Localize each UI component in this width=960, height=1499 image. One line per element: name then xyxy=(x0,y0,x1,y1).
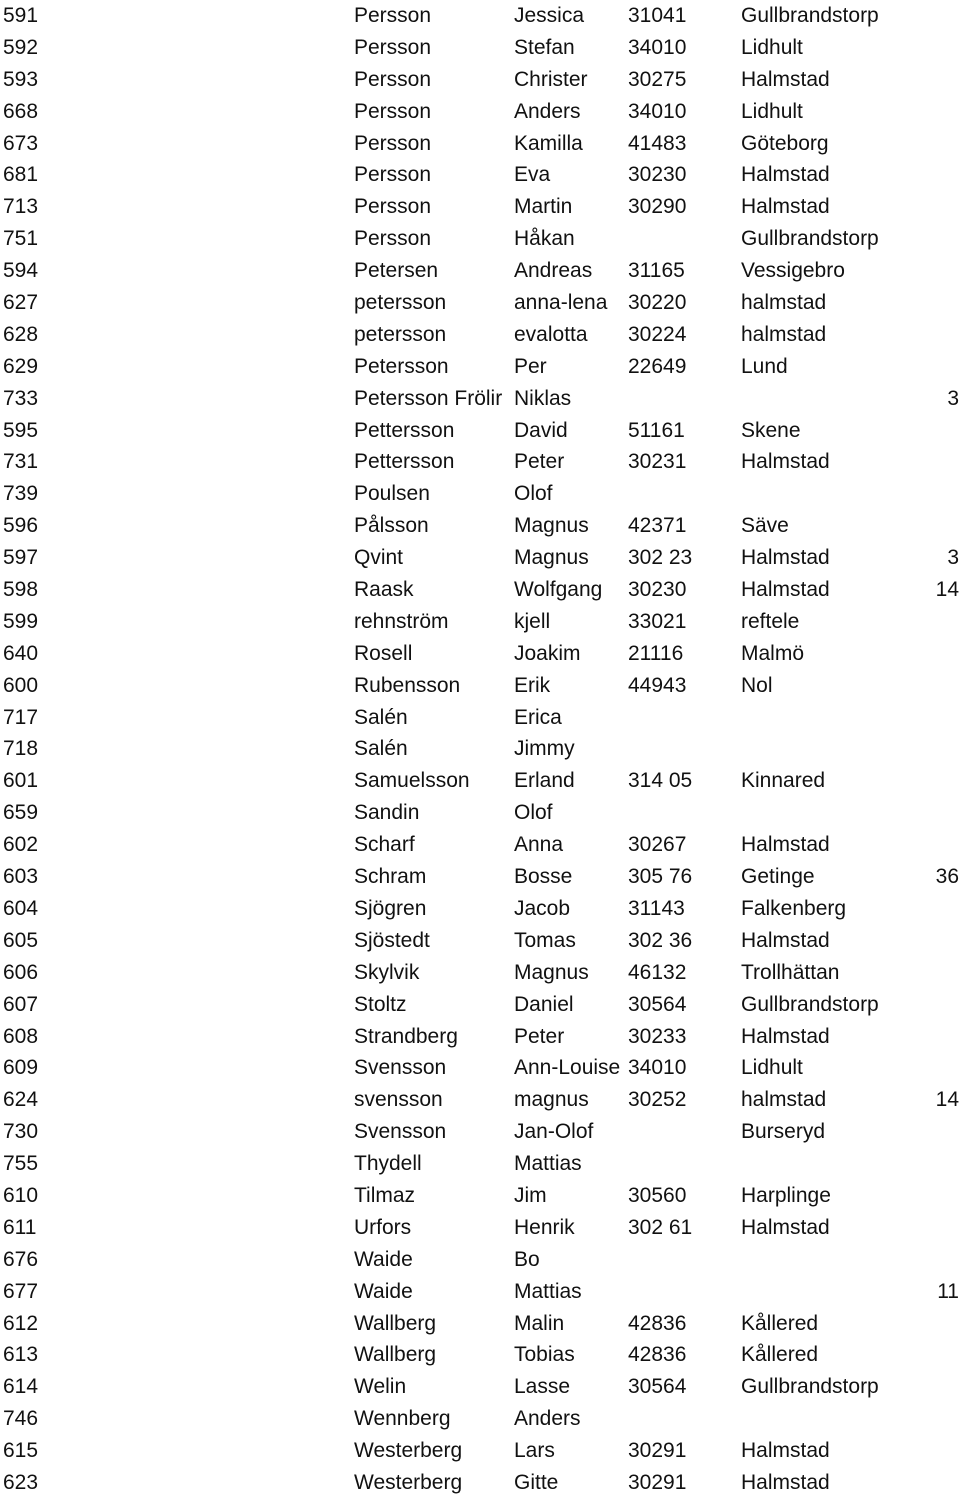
postal-code: 31041 xyxy=(628,4,687,27)
row-number: 600 xyxy=(3,673,39,697)
first-name: Erland xyxy=(514,769,575,793)
row-number: 628 xyxy=(3,322,39,346)
list-row xyxy=(0,702,960,734)
first-name: Per xyxy=(514,354,547,378)
list-row xyxy=(0,797,960,829)
city: Gullbrandstorp xyxy=(741,227,879,251)
list-row xyxy=(0,574,960,606)
first-name: Gitte xyxy=(514,1470,559,1494)
row-number: 605 xyxy=(3,928,39,952)
city: Falkenberg xyxy=(741,896,847,920)
last-name: Petersson Frölir xyxy=(354,386,503,410)
postal-code: 30560 xyxy=(628,1183,687,1207)
row-number: 640 xyxy=(3,641,39,665)
extra-value: 11 xyxy=(937,1279,959,1303)
city: Halmstad xyxy=(741,546,830,570)
list-row xyxy=(0,1084,960,1116)
first-name: Jim xyxy=(514,1183,547,1207)
last-name: Skylvik xyxy=(354,960,420,984)
city: Kållered xyxy=(741,1311,819,1335)
city: Lidhult xyxy=(741,99,803,123)
last-name: Pettersson xyxy=(354,418,455,442)
postal-code: 30291 xyxy=(628,1439,687,1463)
first-name: Tobias xyxy=(514,1343,575,1367)
first-name: magnus xyxy=(514,1088,589,1112)
row-number: 623 xyxy=(3,1470,39,1494)
postal-code: 41483 xyxy=(628,131,687,155)
last-name: Welin xyxy=(354,1375,407,1399)
last-name: Urfors xyxy=(354,1215,412,1239)
last-name: Wennberg xyxy=(354,1407,451,1431)
first-name: Niklas xyxy=(514,386,572,410)
row-number: 612 xyxy=(3,1311,39,1335)
row-number: 615 xyxy=(3,1439,39,1463)
row-number: 733 xyxy=(3,386,39,410)
first-name: Anders xyxy=(514,1407,581,1431)
postal-code: 34010 xyxy=(628,35,687,59)
row-number: 717 xyxy=(3,705,39,729)
last-name: Pålsson xyxy=(354,514,429,538)
list-row xyxy=(0,638,960,670)
list-row xyxy=(0,1467,960,1499)
first-name: Peter xyxy=(514,1024,565,1048)
city: Malmö xyxy=(741,641,805,665)
city: Nol xyxy=(741,673,773,697)
first-name: Anders xyxy=(514,99,581,123)
row-number: 713 xyxy=(3,195,39,219)
first-name: Martin xyxy=(514,195,573,219)
city: Gullbrandstorp xyxy=(741,1375,879,1399)
postal-code: 42836 xyxy=(628,1311,687,1335)
first-name: Andreas xyxy=(514,259,593,283)
last-name: Poulsen xyxy=(354,482,430,506)
list-row xyxy=(0,1276,960,1308)
last-name: Persson xyxy=(354,67,432,91)
postal-code: 30230 xyxy=(628,578,687,602)
list-row xyxy=(0,1435,960,1467)
first-name: anna-lena xyxy=(514,291,608,315)
list-row xyxy=(0,1308,960,1340)
row-number: 592 xyxy=(3,35,39,59)
postal-code: 30224 xyxy=(628,322,687,346)
city: Halmstad xyxy=(741,578,830,602)
first-name: Jan-Olof xyxy=(514,1120,594,1144)
row-number: 607 xyxy=(3,992,39,1016)
city: Halmstad xyxy=(741,450,830,474)
first-name: Magnus xyxy=(514,514,589,538)
city: Getinge xyxy=(741,865,815,889)
city: Lund xyxy=(741,354,788,378)
first-name: Mattias xyxy=(514,1152,582,1176)
postal-code: 34010 xyxy=(628,1056,687,1080)
row-number: 673 xyxy=(3,131,39,155)
last-name: Persson xyxy=(354,4,432,27)
postal-code: 30267 xyxy=(628,833,687,857)
row-number: 610 xyxy=(3,1183,39,1207)
last-name: Wallberg xyxy=(354,1343,437,1367)
first-name: Erica xyxy=(514,705,562,729)
city: Halmstad xyxy=(741,163,830,187)
row-number: 677 xyxy=(3,1279,39,1303)
postal-code: 33021 xyxy=(628,609,687,633)
row-number: 599 xyxy=(3,609,39,633)
last-name: Westerberg xyxy=(354,1439,463,1463)
postal-code: 30231 xyxy=(628,450,687,474)
last-name: Salén xyxy=(354,737,408,761)
city: Lidhult xyxy=(741,35,803,59)
first-name: Lars xyxy=(514,1439,555,1463)
row-number: 731 xyxy=(3,450,39,474)
row-number: 739 xyxy=(3,482,39,506)
list-row xyxy=(0,733,960,765)
city: Halmstad xyxy=(741,1024,830,1048)
list-row xyxy=(0,606,960,638)
city: Gullbrandstorp xyxy=(741,4,879,27)
list-row xyxy=(0,287,960,319)
list-row xyxy=(0,96,960,128)
first-name: Håkan xyxy=(514,227,575,251)
last-name: Strandberg xyxy=(354,1024,458,1048)
postal-code: 22649 xyxy=(628,354,687,378)
first-name: evalotta xyxy=(514,322,588,346)
postal-code: 42371 xyxy=(628,514,687,538)
last-name: Tilmaz xyxy=(354,1183,416,1207)
list-row xyxy=(0,1212,960,1244)
list-row xyxy=(0,415,960,447)
postal-code: 31143 xyxy=(628,896,685,920)
list-row xyxy=(0,351,960,383)
row-number: 603 xyxy=(3,865,39,889)
row-number: 746 xyxy=(3,1407,39,1431)
postal-code: 30275 xyxy=(628,67,687,91)
last-name: rehnström xyxy=(354,609,449,633)
row-number: 627 xyxy=(3,291,39,315)
first-name: Lasse xyxy=(514,1375,571,1399)
postal-code: 30230 xyxy=(628,163,687,187)
row-number: 668 xyxy=(3,99,39,123)
postal-code: 44943 xyxy=(628,673,687,697)
postal-code: 302 61 xyxy=(628,1215,693,1239)
last-name: Wallberg xyxy=(354,1311,437,1335)
row-number: 593 xyxy=(3,67,39,91)
postal-code: 30564 xyxy=(628,992,687,1016)
last-name: Persson xyxy=(354,163,432,187)
first-name: Jacob xyxy=(514,896,571,920)
row-number: 755 xyxy=(3,1152,39,1176)
city: Säve xyxy=(741,514,789,538)
city: Halmstad xyxy=(741,67,830,91)
list-row xyxy=(0,957,960,989)
last-name: Westerberg xyxy=(354,1470,463,1494)
first-name: Joakim xyxy=(514,641,581,665)
list-row xyxy=(0,1116,960,1148)
list-row xyxy=(0,0,960,32)
row-number: 609 xyxy=(3,1056,39,1080)
row-number: 601 xyxy=(3,769,39,793)
list-row xyxy=(0,255,960,287)
list-row xyxy=(0,861,960,893)
row-number: 613 xyxy=(3,1343,39,1367)
first-name: Erik xyxy=(514,673,551,697)
last-name: Persson xyxy=(354,99,432,123)
list-row xyxy=(0,128,960,160)
postal-code: 30252 xyxy=(628,1088,687,1112)
city: Skene xyxy=(741,418,801,442)
postal-code: 314 05 xyxy=(628,769,693,793)
list-row xyxy=(0,1021,960,1053)
list-row xyxy=(0,1371,960,1403)
last-name: Schram xyxy=(354,865,427,889)
list-row xyxy=(0,32,960,64)
city: Halmstad xyxy=(741,833,830,857)
city: reftele xyxy=(741,609,800,633)
first-name: Daniel xyxy=(514,992,574,1016)
last-name: Waide xyxy=(354,1247,413,1271)
row-number: 596 xyxy=(3,514,39,538)
city: Halmstad xyxy=(741,1215,830,1239)
postal-code: 21116 xyxy=(628,641,684,665)
city: Lidhult xyxy=(741,1056,803,1080)
first-name: Magnus xyxy=(514,546,589,570)
list-row xyxy=(0,829,960,861)
last-name: Petersen xyxy=(354,259,439,283)
postal-code: 42836 xyxy=(628,1343,687,1367)
last-name: Samuelsson xyxy=(354,769,470,793)
row-number: 624 xyxy=(3,1088,39,1112)
list-row xyxy=(0,319,960,351)
first-name: kjell xyxy=(514,609,551,633)
first-name: Kamilla xyxy=(514,131,583,155)
row-number: 591 xyxy=(3,4,39,27)
last-name: Qvint xyxy=(354,546,404,570)
first-name: Peter xyxy=(514,450,565,474)
extra-value: 3 xyxy=(947,386,959,410)
row-number: 606 xyxy=(3,960,39,984)
first-name: Mattias xyxy=(514,1279,582,1303)
last-name: Persson xyxy=(354,195,432,219)
last-name: Thydell xyxy=(354,1152,422,1176)
last-name: Scharf xyxy=(354,833,415,857)
row-number: 597 xyxy=(3,546,39,570)
row-number: 604 xyxy=(3,896,39,920)
city: halmstad xyxy=(741,1088,827,1112)
last-name: Raask xyxy=(354,578,414,602)
postal-code: 30564 xyxy=(628,1375,687,1399)
list-row xyxy=(0,446,960,478)
first-name: Eva xyxy=(514,163,551,187)
first-name: Tomas xyxy=(514,928,576,952)
last-name: Rosell xyxy=(354,641,413,665)
first-name: Bosse xyxy=(514,865,573,889)
last-name: Sandin xyxy=(354,801,420,825)
first-name: Bo xyxy=(514,1247,540,1271)
row-number: 730 xyxy=(3,1120,39,1144)
city: Gullbrandstorp xyxy=(741,992,879,1016)
last-name: Waide xyxy=(354,1279,413,1303)
postal-code: 30233 xyxy=(628,1024,687,1048)
postal-code: 30291 xyxy=(628,1470,687,1494)
list-row xyxy=(0,765,960,797)
postal-code: 302 23 xyxy=(628,546,693,570)
row-number: 595 xyxy=(3,418,39,442)
last-name: Petersson xyxy=(354,354,449,378)
city: Harplinge xyxy=(741,1183,831,1207)
list-row xyxy=(0,989,960,1021)
list-row xyxy=(0,925,960,957)
row-number: 602 xyxy=(3,833,39,857)
extra-value: 36 xyxy=(935,865,959,889)
first-name: Olof xyxy=(514,801,553,825)
list-row xyxy=(0,1403,960,1435)
last-name: Persson xyxy=(354,227,432,251)
last-name: Persson xyxy=(354,35,432,59)
first-name: Jessica xyxy=(514,4,585,27)
row-number: 598 xyxy=(3,578,39,602)
row-number: 681 xyxy=(3,163,39,187)
postal-code: 31165 xyxy=(628,259,685,283)
city: Vessigebro xyxy=(741,259,845,283)
first-name: Stefan xyxy=(514,35,575,59)
postal-code: 30220 xyxy=(628,291,687,315)
city: Trollhättan xyxy=(741,960,840,984)
row-number: 676 xyxy=(3,1247,39,1271)
row-number: 629 xyxy=(3,354,39,378)
city: halmstad xyxy=(741,322,827,346)
postal-code: 51161 xyxy=(628,418,685,442)
last-name: Stoltz xyxy=(354,992,407,1016)
first-name: Anna xyxy=(514,833,564,857)
postal-code: 30290 xyxy=(628,195,687,219)
row-number: 611 xyxy=(3,1215,37,1239)
last-name: Svensson xyxy=(354,1056,447,1080)
city: Göteborg xyxy=(741,131,829,155)
list-row xyxy=(0,510,960,542)
list-row xyxy=(0,542,960,574)
first-name: Ann-Louise xyxy=(514,1056,621,1080)
last-name: Sjögren xyxy=(354,896,427,920)
list-row xyxy=(0,383,960,415)
last-name: Svensson xyxy=(354,1120,447,1144)
list-row xyxy=(0,223,960,255)
extra-value: 3 xyxy=(947,546,959,570)
list-row xyxy=(0,1180,960,1212)
extra-value: 14 xyxy=(935,578,959,602)
city: Halmstad xyxy=(741,928,830,952)
city: Kållered xyxy=(741,1343,819,1367)
last-name: Sjöstedt xyxy=(354,928,430,952)
first-name: David xyxy=(514,418,568,442)
last-name: petersson xyxy=(354,291,447,315)
last-name: Persson xyxy=(354,131,432,155)
first-name: Christer xyxy=(514,67,588,91)
list-row xyxy=(0,1339,960,1371)
list-row xyxy=(0,64,960,96)
last-name: petersson xyxy=(354,322,447,346)
postal-code: 305 76 xyxy=(628,865,693,889)
list-row xyxy=(0,1052,960,1084)
last-name: Rubensson xyxy=(354,673,461,697)
first-name: Henrik xyxy=(514,1215,575,1239)
postal-code: 34010 xyxy=(628,99,687,123)
list-row xyxy=(0,1244,960,1276)
row-number: 608 xyxy=(3,1024,39,1048)
list-row xyxy=(0,159,960,191)
list-row xyxy=(0,670,960,702)
extra-value: 14 xyxy=(935,1088,959,1112)
list-row xyxy=(0,478,960,510)
city: Burseryd xyxy=(741,1120,826,1144)
city: halmstad xyxy=(741,291,827,315)
last-name: Pettersson xyxy=(354,450,455,474)
first-name: Jimmy xyxy=(514,737,575,761)
first-name: Wolfgang xyxy=(514,578,603,602)
list-row xyxy=(0,893,960,925)
row-number: 659 xyxy=(3,801,39,825)
city: Halmstad xyxy=(741,1439,830,1463)
postal-code: 46132 xyxy=(628,960,687,984)
first-name: Malin xyxy=(514,1311,565,1335)
city: Kinnared xyxy=(741,769,826,793)
city: Halmstad xyxy=(741,1470,830,1494)
first-name: Magnus xyxy=(514,960,589,984)
last-name: Salén xyxy=(354,705,408,729)
row-number: 614 xyxy=(3,1375,39,1399)
list-row xyxy=(0,1148,960,1180)
last-name: svensson xyxy=(354,1088,443,1112)
city: Halmstad xyxy=(741,195,830,219)
list-row xyxy=(0,191,960,223)
postal-code: 302 36 xyxy=(628,928,693,952)
row-number: 594 xyxy=(3,259,39,283)
row-number: 751 xyxy=(3,227,39,251)
row-number: 718 xyxy=(3,737,39,761)
first-name: Olof xyxy=(514,482,553,506)
